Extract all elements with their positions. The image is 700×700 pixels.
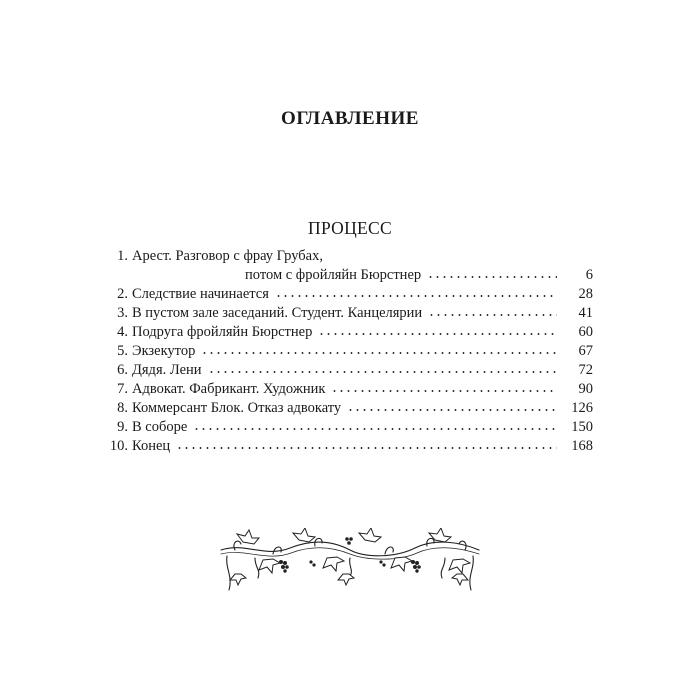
- dot-leader: [331, 381, 557, 393]
- dot-leader: [318, 324, 557, 336]
- toc-entry-number: 2.: [117, 286, 128, 302]
- toc-entry-title: Конец: [132, 438, 171, 454]
- toc-entry-title: В соборе: [132, 419, 188, 435]
- toc-entry-number: 5.: [117, 343, 128, 359]
- toc-entry-page: 60: [578, 324, 593, 340]
- toc-entry-number: 7.: [117, 381, 128, 397]
- toc-entry-number: 8.: [117, 400, 128, 416]
- toc-entry-number: 4.: [117, 324, 128, 340]
- toc-entry-page: 90: [578, 381, 593, 397]
- grapevine-vignette-icon: [215, 528, 485, 600]
- toc-entry-title: Адвокат. Фабрикант. Художник: [132, 381, 326, 397]
- toc-entry-title: Дядя. Лени: [132, 362, 202, 378]
- dot-leader: [193, 419, 557, 431]
- toc-entry-3[interactable]: [103, 304, 593, 323]
- toc-entry-page: 126: [571, 400, 593, 416]
- toc-entry-4[interactable]: [103, 323, 593, 342]
- toc-entry-title: Подруга фройляйн Бюрстнер: [132, 324, 313, 340]
- dot-leader: [428, 305, 557, 317]
- toc-entry-2[interactable]: [103, 285, 593, 304]
- toc-entry-title: Коммерсант Блок. Отказ адвокату: [132, 400, 342, 416]
- toc-entry-page: 41: [578, 305, 593, 321]
- table-of-contents: [103, 247, 593, 456]
- toc-entry-1-line-2[interactable]: [103, 266, 593, 285]
- dot-leader: [208, 362, 557, 374]
- toc-entry-page: 150: [571, 419, 593, 435]
- dot-leader: [347, 400, 557, 412]
- toc-entry-page: 6: [585, 267, 593, 283]
- toc-entry-5[interactable]: [103, 342, 593, 361]
- toc-entry-8[interactable]: [103, 399, 593, 418]
- toc-entry-number: 9.: [117, 419, 128, 435]
- dot-leader: [176, 438, 557, 450]
- toc-entry-number: 3.: [117, 305, 128, 321]
- toc-entry-page: 67: [578, 343, 593, 359]
- toc-entry-number: 6.: [117, 362, 128, 378]
- toc-entry-6[interactable]: [103, 361, 593, 380]
- section-title: ПРОЦЕСС: [308, 218, 392, 238]
- contents-heading: ОГЛАВЛЕНИЕ: [281, 108, 419, 129]
- dot-leader: [201, 343, 557, 355]
- toc-entry-title: Следствие начинается: [132, 286, 269, 302]
- toc-entry-title: В пустом зале заседаний. Студент. Канцелярии: [132, 305, 423, 321]
- toc-entry-9[interactable]: [103, 418, 593, 437]
- dot-leader: [275, 286, 557, 298]
- toc-entry-1-line-1: [103, 247, 593, 266]
- toc-entry-title: Экзекутор: [132, 343, 196, 359]
- toc-entry-7[interactable]: [103, 380, 593, 399]
- toc-entry-title: Арест. Разговор с фрау Грубах,: [132, 248, 323, 264]
- toc-entry-number: 1.: [117, 248, 128, 264]
- toc-entry-page: 28: [578, 286, 593, 302]
- toc-entry-page: 168: [571, 438, 593, 454]
- toc-entry-page: 72: [578, 362, 593, 378]
- toc-entry-10[interactable]: [103, 437, 593, 456]
- toc-entry-title-continuation: потом с фройляйн Бюрстнер: [245, 267, 422, 283]
- toc-entry-number: 10.: [109, 438, 128, 454]
- dot-leader: [427, 267, 557, 279]
